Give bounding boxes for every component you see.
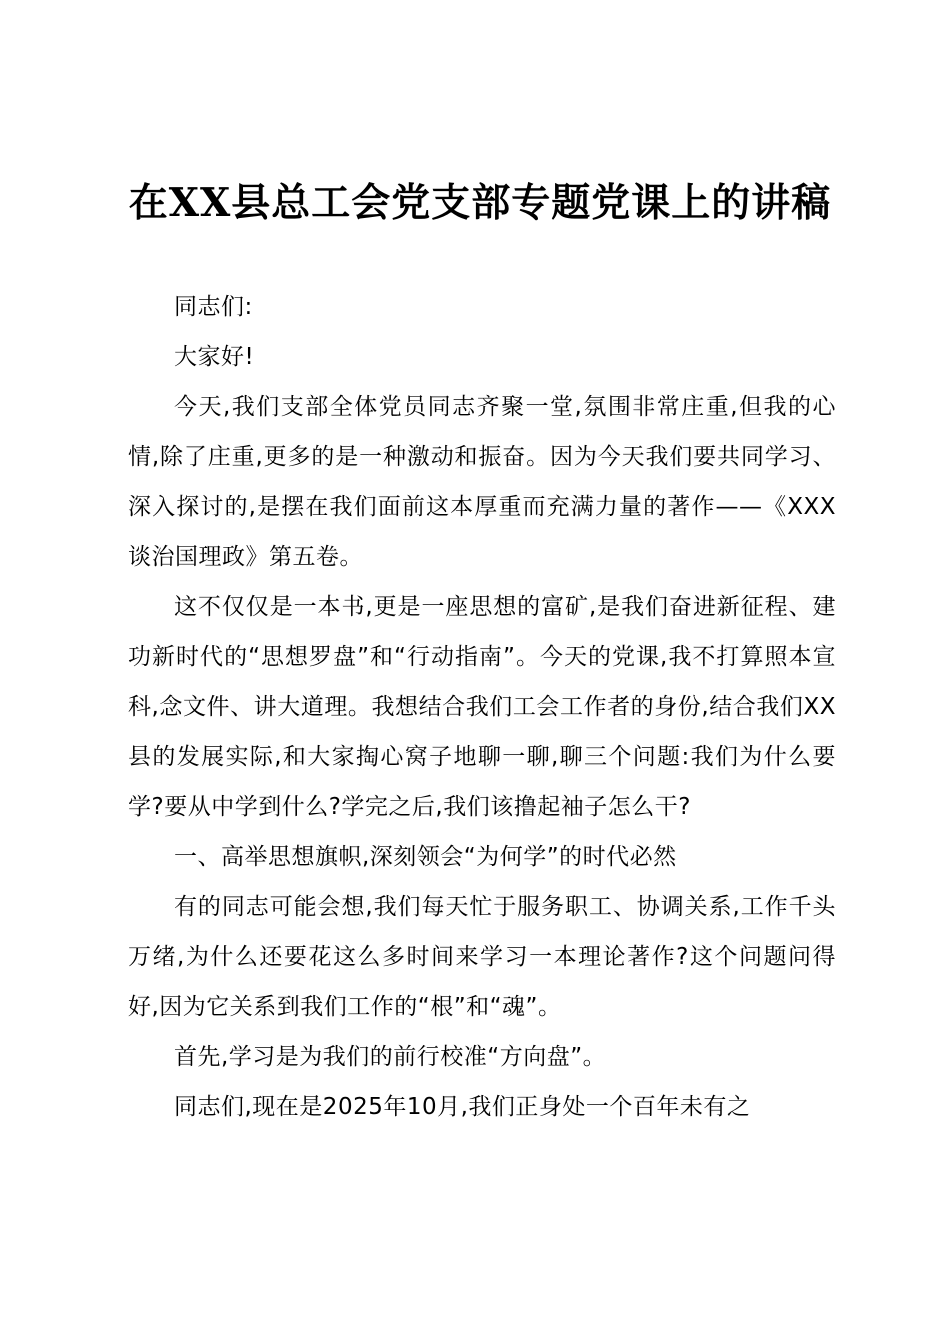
paragraph-question: 有的同志可能会想,我们每天忙于服务职工、协调关系,工作千头万绪,为什么还要花这么多时间来学习一本理论著作?这个问题问得好,因为它关系到我们工作的“根”和“魂”。 bbox=[128, 894, 836, 1020]
paragraph-intro: 今天,我们支部全体党员同志齐聚一堂,氛围非常庄重,但我的心情,除了庄重,更多的是一种激动和振奋。因为今天我们要共同学习、深入探讨的,是摆在我们面前这本厚重而充满力量的著作——《XXX谈治国理政》第五卷。 bbox=[128, 394, 836, 570]
paragraph-purpose: 这不仅仅是一本书,更是一座思想的富矿,是我们奋进新征程、建功新时代的“思想罗盘”和“行动指南”。今天的党课,我不打算照本宣科,念文件、讲大道理。我想结合我们工会工作者的身份,结合我们XX县的发展实际,和大家掏心窝子地聊一聊,聊三个问题:我们为什么要学?要从中学到什么?学完之后,我们该撸起袖子怎么干? bbox=[128, 594, 836, 820]
document-body bbox=[128, 282, 836, 1132]
paragraph-context: 同志们,现在是2025年10月,我们正身处一个百年未有之 bbox=[174, 1094, 751, 1120]
document-title: 在XX县总工会党支部专题党课上的讲稿 bbox=[128, 180, 832, 226]
paragraph-greeting: 大家好! bbox=[174, 344, 255, 370]
paragraph-first-point: 首先,学习是为我们的前行校准“方向盘”。 bbox=[174, 1044, 607, 1070]
paragraph-salutation: 同志们: bbox=[174, 294, 253, 320]
section-heading-1: 一、高举思想旗帜,深刻领会“为何学”的时代必然 bbox=[174, 844, 677, 870]
